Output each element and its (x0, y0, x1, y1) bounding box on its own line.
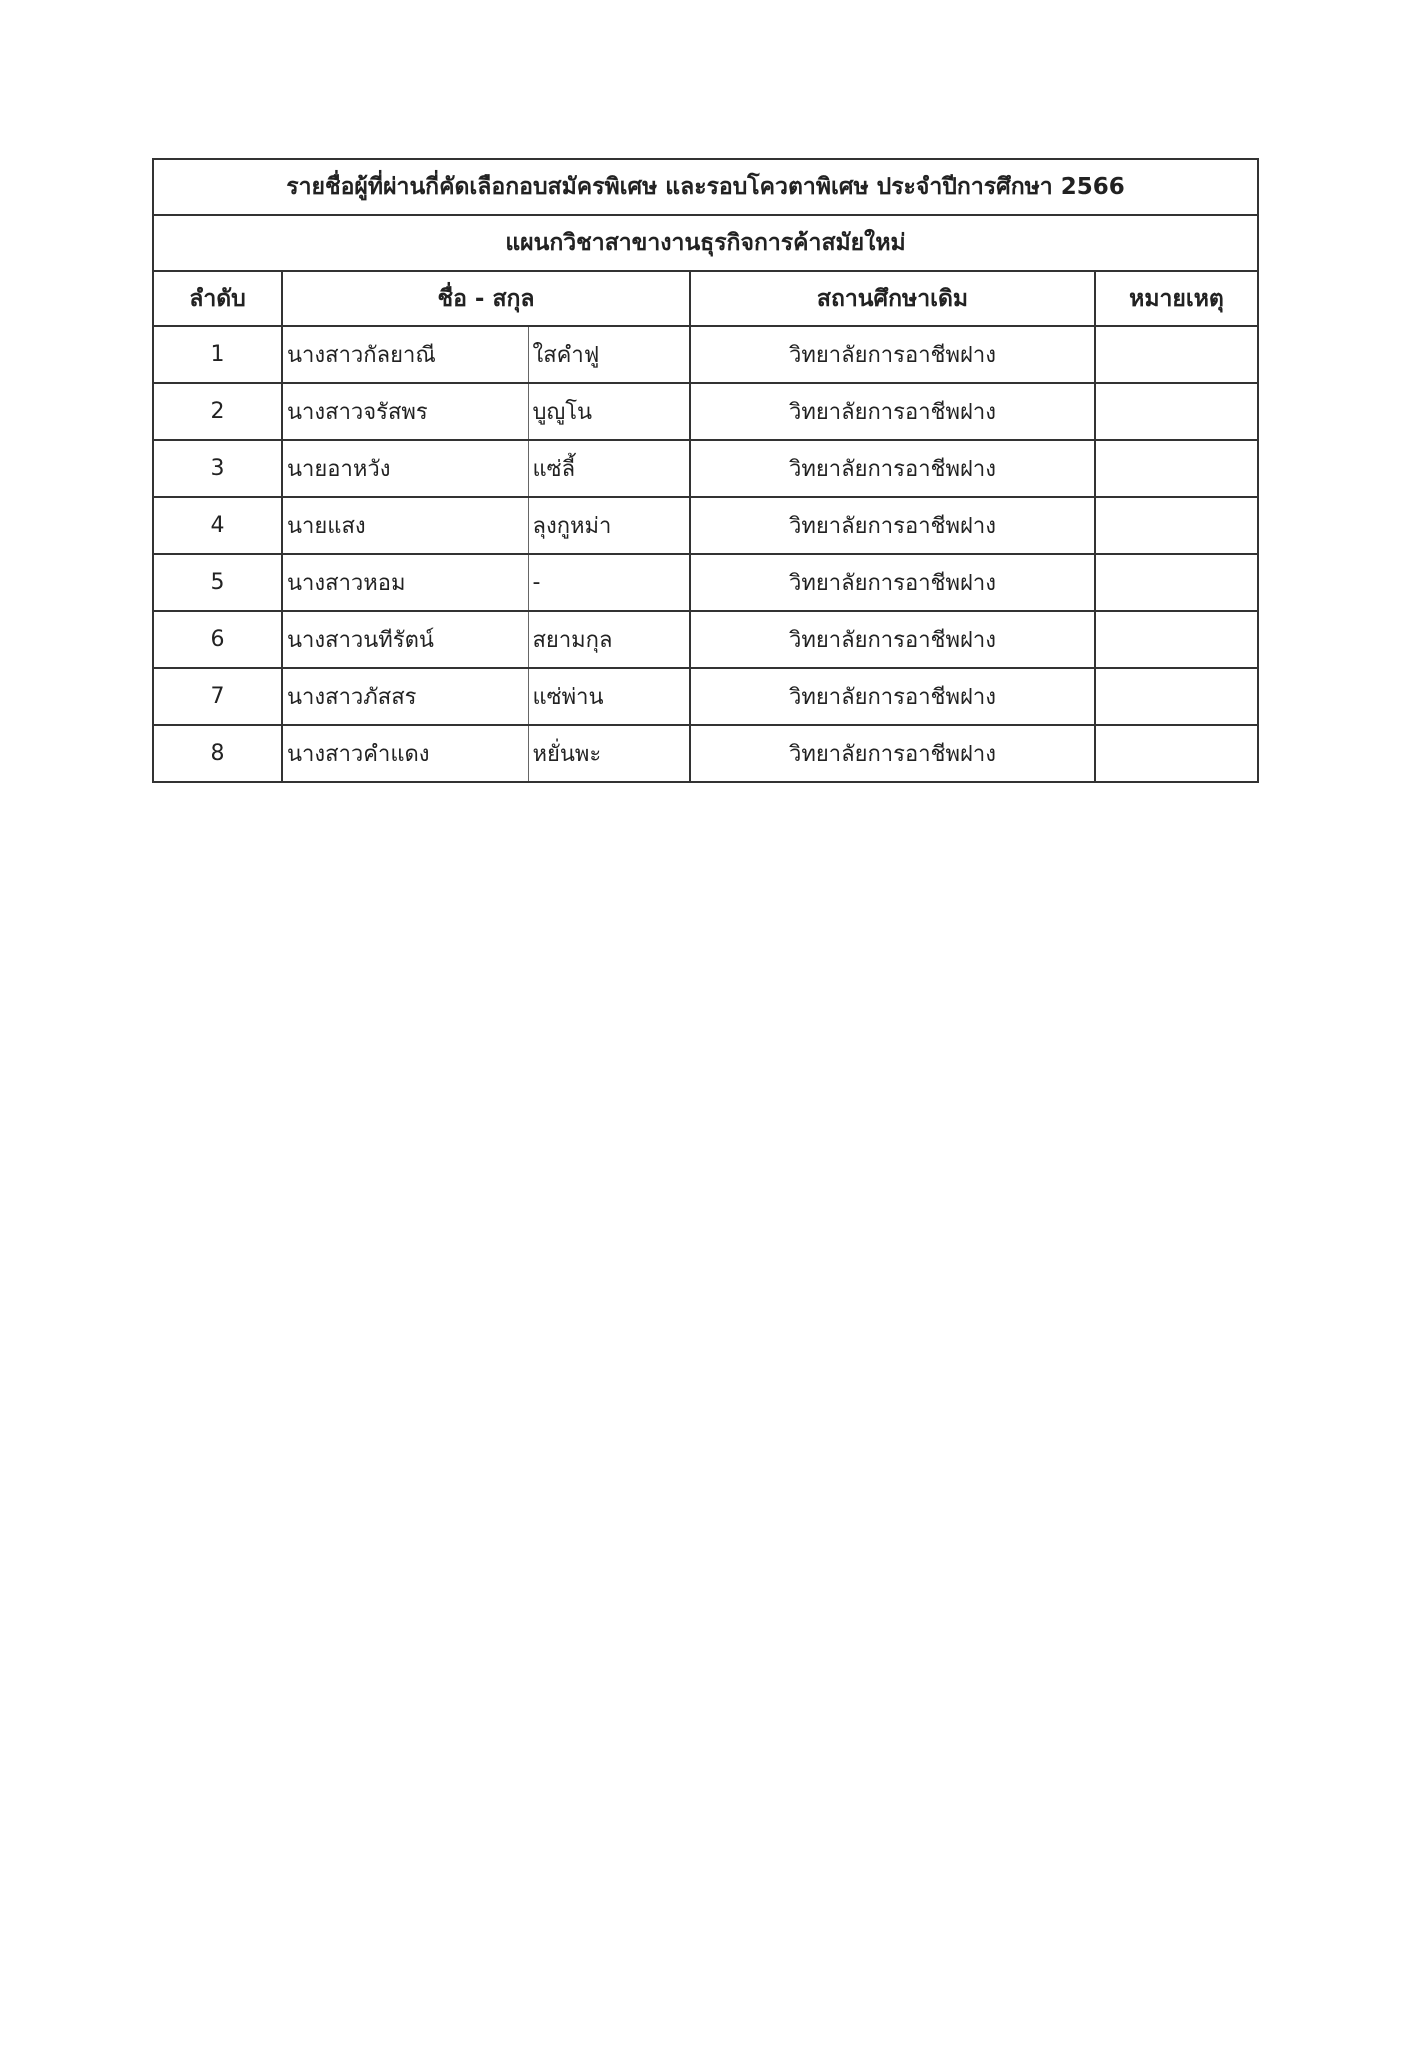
table-row (153, 668, 1258, 725)
last-name: ลุงกูหม่า (528, 497, 690, 554)
row-number: 6 (153, 611, 282, 668)
document-title: รายชื่อผู้ที่ผ่านกี่คัดเลือกอบสมัครพิเศษ และรอบโควตาพิเศษ ประจำปีการศึกษา 2566 (153, 159, 1258, 215)
first-name: นางสาวนทีรัตน์ (282, 611, 528, 668)
previous-school: วิทยาลัยการอาชีพฝาง (690, 497, 1095, 554)
row-number: 2 (153, 383, 282, 440)
first-name: นางสาวคำแดง (282, 725, 528, 782)
table-row (153, 440, 1258, 497)
note (1095, 326, 1258, 383)
department-subtitle: แผนกวิชาสาขางานธุรกิจการค้าสมัยใหม่ (153, 215, 1258, 271)
note (1095, 611, 1258, 668)
table-row (153, 383, 1258, 440)
table-row (153, 554, 1258, 611)
header-no: ลำดับ (153, 271, 282, 326)
table-row (153, 497, 1258, 554)
row-number: 8 (153, 725, 282, 782)
note (1095, 668, 1258, 725)
row-number: 1 (153, 326, 282, 383)
row-number: 3 (153, 440, 282, 497)
last-name: สยามกุล (528, 611, 690, 668)
row-number: 4 (153, 497, 282, 554)
row-number: 5 (153, 554, 282, 611)
first-name: นางสาวจรัสพร (282, 383, 528, 440)
last-name: แซ่ลี้ (528, 440, 690, 497)
header-school: สถานศึกษาเดิม (690, 271, 1095, 326)
previous-school: วิทยาลัยการอาชีพฝาง (690, 326, 1095, 383)
note (1095, 383, 1258, 440)
last-name: บูญูโน (528, 383, 690, 440)
previous-school: วิทยาลัยการอาชีพฝาง (690, 554, 1095, 611)
note (1095, 554, 1258, 611)
table-row (153, 326, 1258, 383)
first-name: นายอาหวัง (282, 440, 528, 497)
table-row (153, 725, 1258, 782)
first-name: นางสาวหอม (282, 554, 528, 611)
results-table (152, 158, 1259, 783)
first-name: นายแสง (282, 497, 528, 554)
header-note: หมายเหตุ (1095, 271, 1258, 326)
previous-school: วิทยาลัยการอาชีพฝาง (690, 440, 1095, 497)
previous-school: วิทยาลัยการอาชีพฝาง (690, 668, 1095, 725)
last-name: ใสคำฟู (528, 326, 690, 383)
note (1095, 440, 1258, 497)
row-number: 7 (153, 668, 282, 725)
previous-school: วิทยาลัยการอาชีพฝาง (690, 611, 1095, 668)
last-name: หยั่นพะ (528, 725, 690, 782)
previous-school: วิทยาลัยการอาชีพฝาง (690, 725, 1095, 782)
previous-school: วิทยาลัยการอาชีพฝาง (690, 383, 1095, 440)
table-header (153, 271, 1258, 326)
last-name: - (528, 554, 690, 611)
header-name: ชื่อ - สกุล (282, 271, 690, 326)
last-name: แซ่พ่าน (528, 668, 690, 725)
first-name: นางสาวภัสสร (282, 668, 528, 725)
note (1095, 497, 1258, 554)
note (1095, 725, 1258, 782)
table-row (153, 611, 1258, 668)
first-name: นางสาวกัลยาณี (282, 326, 528, 383)
